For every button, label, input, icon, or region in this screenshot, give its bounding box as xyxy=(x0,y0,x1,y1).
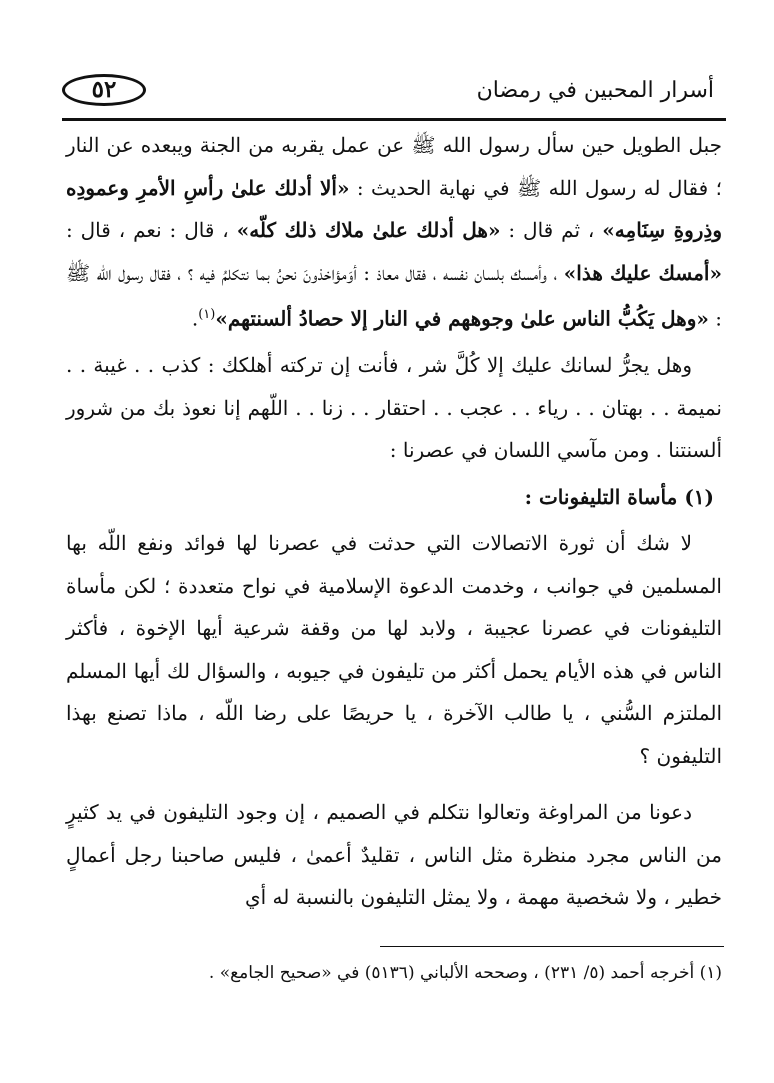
body-text xyxy=(66,124,722,919)
footnote-rule xyxy=(380,946,724,947)
section-heading: (١) مأساة التليفونات : xyxy=(524,484,714,509)
footnote: (١) أخرجه أحمد (٥/ ٢٣١) ، وصححه الألباني (٥١٣٦) في «صحيح الجامع» . xyxy=(208,963,722,983)
p1-text-c: ، قال : نعم ، قال : xyxy=(66,218,237,242)
footnote-ref: (١) xyxy=(198,307,216,322)
p1-text-d: ، وأمسك بلسان نفسه ، فقال معاذ : أوَمؤاخذونَ نحنُ بما نتكلمُ فيه ؟ ، فقال رسول الله ﷺ : xyxy=(66,260,722,331)
paragraph-2: وهل يجرُّ لسانك عليك إلا كُلَّ شر ، فأنت إن تركته أهلكك : كذب . . غيبة . . نميمة . . بهتان . . رياء . . عجب . . احتقار . . زنا . . اللّهم إنا نعوذ بك من شرور ألسنتنا . ومن مآسي اللسان في عصرنا : xyxy=(66,353,722,463)
hadith-quote-2: «هل أدلك علىٰ ملاك ذلك كلّه» xyxy=(236,218,501,242)
paragraph-1 xyxy=(66,124,722,340)
hadith-quote-1: «ألا أدلك علىٰ رأسِ الأمرِ وعمودِه وذِروةِ سِنَامِه» xyxy=(66,175,722,242)
p1-text-a: جبل الطويل حين سأل رسول الله ﷺ عن عمل يقربه من الجنة ويبعده عن النار ؛ فقال له رسول الله ﷺ في نهاية الحديث : xyxy=(66,133,723,200)
page-header xyxy=(62,68,722,114)
p1-end: . xyxy=(191,306,199,331)
p1-text-b: ، ثم قال : xyxy=(500,218,603,242)
hadith-quote-4: «وهل يَكُبُّ الناس علىٰ وجوههم في النار إلا حصادُ ألسنتهم» xyxy=(215,306,709,331)
running-title: أسرار المحبين في رمضان xyxy=(476,78,714,103)
header-rule xyxy=(62,118,726,121)
paragraph-3: لا شك أن ثورة الاتصالات التي حدثت في عصرنا لها فوائد ونفع اللّه بها المسلمين في جوانب ، وخدمت الدعوة الإسلامية في نواح متعددة ؛ لكن مأساة التليفونات في عصرنا عجيبة ، ولابد لها من وقفة شرعية أيها الإخوة ، فأكثر الناس في هذه الأيام يحمل أكثر من تليفون في جيوبه ، والسؤال لك أيها المسلم الملتزم السُّني ، يا طالب الآخرة ، يا حريصًا على رضا اللّه ، ماذا تصنع بهذا التليفون ؟ xyxy=(66,531,722,768)
page-number: ٥٢ xyxy=(62,74,146,106)
hadith-quote-3: «أمسك عليك هذا» xyxy=(563,260,722,285)
paragraph-4: دعونا من المراوغة وتعالوا نتكلم في الصميم ، إن وجود التليفون في يد كثيرٍ من الناس مجرد منظرة مثل الناس ، تقليدٌ أعمىٰ ، فليس صاحبنا رجل أعمالٍ خطير ، ولا شخصية مهمة ، ولا يمثل التليفون بالنسبة له أي xyxy=(66,800,722,910)
